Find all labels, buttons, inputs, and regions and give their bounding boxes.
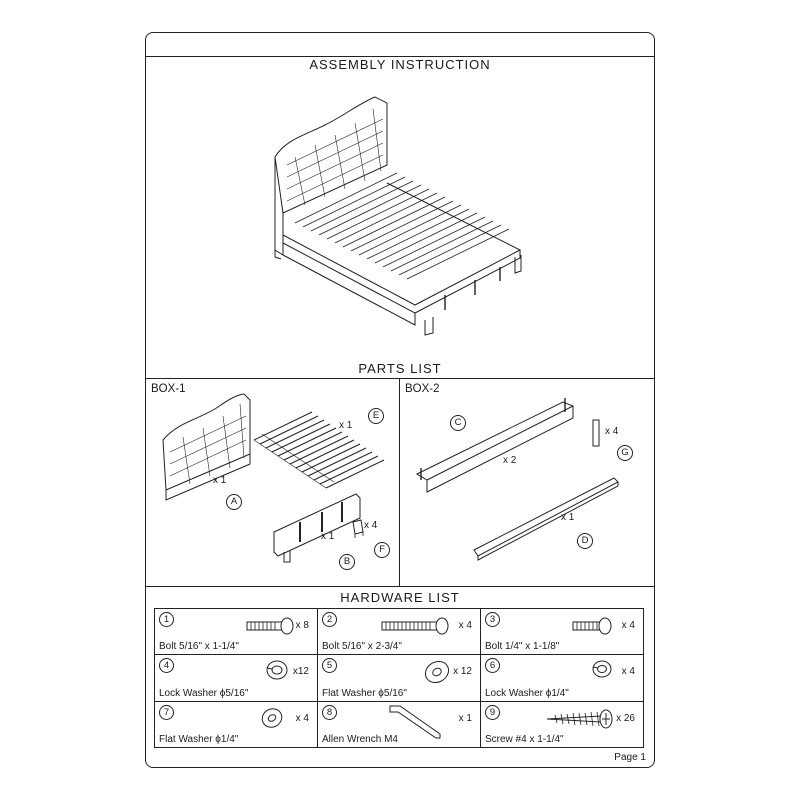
hardware-number: 5 bbox=[322, 658, 337, 673]
hardware-item bbox=[155, 701, 318, 747]
hardware-number: 6 bbox=[485, 658, 500, 673]
assembly-title: ASSEMBLY INSTRUCTION bbox=[309, 57, 491, 72]
hardware-number: 8 bbox=[322, 705, 337, 720]
hardware-qty: x 8 bbox=[295, 620, 309, 631]
part-d-qty: x 1 bbox=[561, 512, 575, 523]
part-e-callout: E bbox=[368, 408, 384, 424]
hardware-table bbox=[154, 608, 644, 748]
hardware-item bbox=[155, 655, 318, 701]
hardware-label: Flat Washer ϕ1/4" bbox=[159, 734, 239, 745]
hardware-label: Allen Wrench M4 bbox=[322, 734, 398, 745]
part-g-qty: x 4 bbox=[605, 426, 619, 437]
hardware-label: Screw #4 x 1-1/4" bbox=[485, 734, 564, 745]
hardware-qty: x 4 bbox=[458, 620, 472, 631]
hardware-item bbox=[318, 655, 481, 701]
part-e-qty: x 1 bbox=[339, 420, 353, 431]
bolt-icon bbox=[245, 617, 295, 635]
flat-washer-icon bbox=[422, 659, 452, 685]
part-c-callout: C bbox=[450, 415, 466, 431]
hardware-number: 1 bbox=[159, 612, 174, 627]
hardware-label: Bolt 1/4" x 1-1/8" bbox=[485, 641, 560, 653]
parts-title: PARTS LIST bbox=[358, 361, 442, 376]
flat-washer-icon bbox=[259, 706, 285, 730]
part-g-callout: G bbox=[617, 445, 633, 461]
lock-washer-icon bbox=[265, 659, 289, 681]
hardware-item bbox=[481, 701, 644, 747]
hardware-number: 3 bbox=[485, 612, 500, 627]
hardware-qty: x 4 bbox=[295, 712, 309, 724]
box-divider bbox=[399, 378, 400, 586]
hardware-qty: x 4 bbox=[621, 620, 635, 631]
part-a-callout: A bbox=[226, 494, 242, 510]
hardware-item bbox=[318, 701, 481, 747]
bolt-icon bbox=[571, 617, 613, 635]
hardware-label: Lock Washer ϕ5/16" bbox=[159, 687, 249, 699]
part-c-qty: x 2 bbox=[503, 455, 517, 466]
hardware-qty: x 26 bbox=[616, 712, 635, 724]
part-b-qty: x 1 bbox=[321, 531, 335, 542]
hardware-qty: x 1 bbox=[458, 712, 472, 724]
hardware-qty: x 4 bbox=[621, 666, 635, 678]
part-f-callout: F bbox=[374, 542, 390, 558]
divider bbox=[146, 586, 654, 587]
hardware-label: Bolt 5/16" x 1-1/4" bbox=[159, 641, 239, 653]
hardware-number: 7 bbox=[159, 705, 174, 720]
part-b-callout: B bbox=[339, 554, 355, 570]
hardware-item bbox=[481, 609, 644, 655]
page-number: Page 1 bbox=[614, 752, 646, 763]
hardware-item bbox=[318, 609, 481, 655]
part-f-qty: x 4 bbox=[364, 520, 378, 531]
part-d-callout: D bbox=[577, 533, 593, 549]
hardware-item bbox=[155, 609, 318, 655]
hardware-qty: x 12 bbox=[453, 666, 472, 678]
hardware-item bbox=[481, 655, 644, 701]
box1-label: BOX-1 bbox=[151, 383, 186, 395]
hardware-title: HARDWARE LIST bbox=[340, 590, 460, 605]
divider bbox=[146, 378, 654, 379]
lock-washer-icon bbox=[591, 659, 613, 679]
center-rail-icon bbox=[472, 476, 622, 562]
hardware-number: 2 bbox=[322, 612, 337, 627]
assembled-bed-illustration bbox=[265, 95, 535, 340]
hardware-label: Flat Washer ϕ5/16" bbox=[322, 687, 407, 699]
hardware-qty: x12 bbox=[292, 666, 309, 678]
slats-icon bbox=[252, 410, 387, 490]
hardware-number: 9 bbox=[485, 705, 500, 720]
hardware-number: 4 bbox=[159, 658, 174, 673]
allen-wrench-icon bbox=[388, 704, 448, 738]
headboard-icon bbox=[158, 392, 253, 502]
support-leg-icon bbox=[591, 418, 601, 448]
hardware-label: Lock Washer ϕ1/4" bbox=[485, 687, 569, 699]
box2-label: BOX-2 bbox=[405, 383, 440, 395]
hardware-label: Bolt 5/16" x 2-3/4" bbox=[322, 641, 402, 653]
screw-icon bbox=[545, 708, 615, 730]
part-a-qty: x 1 bbox=[213, 475, 227, 486]
bolt-icon bbox=[380, 617, 450, 635]
